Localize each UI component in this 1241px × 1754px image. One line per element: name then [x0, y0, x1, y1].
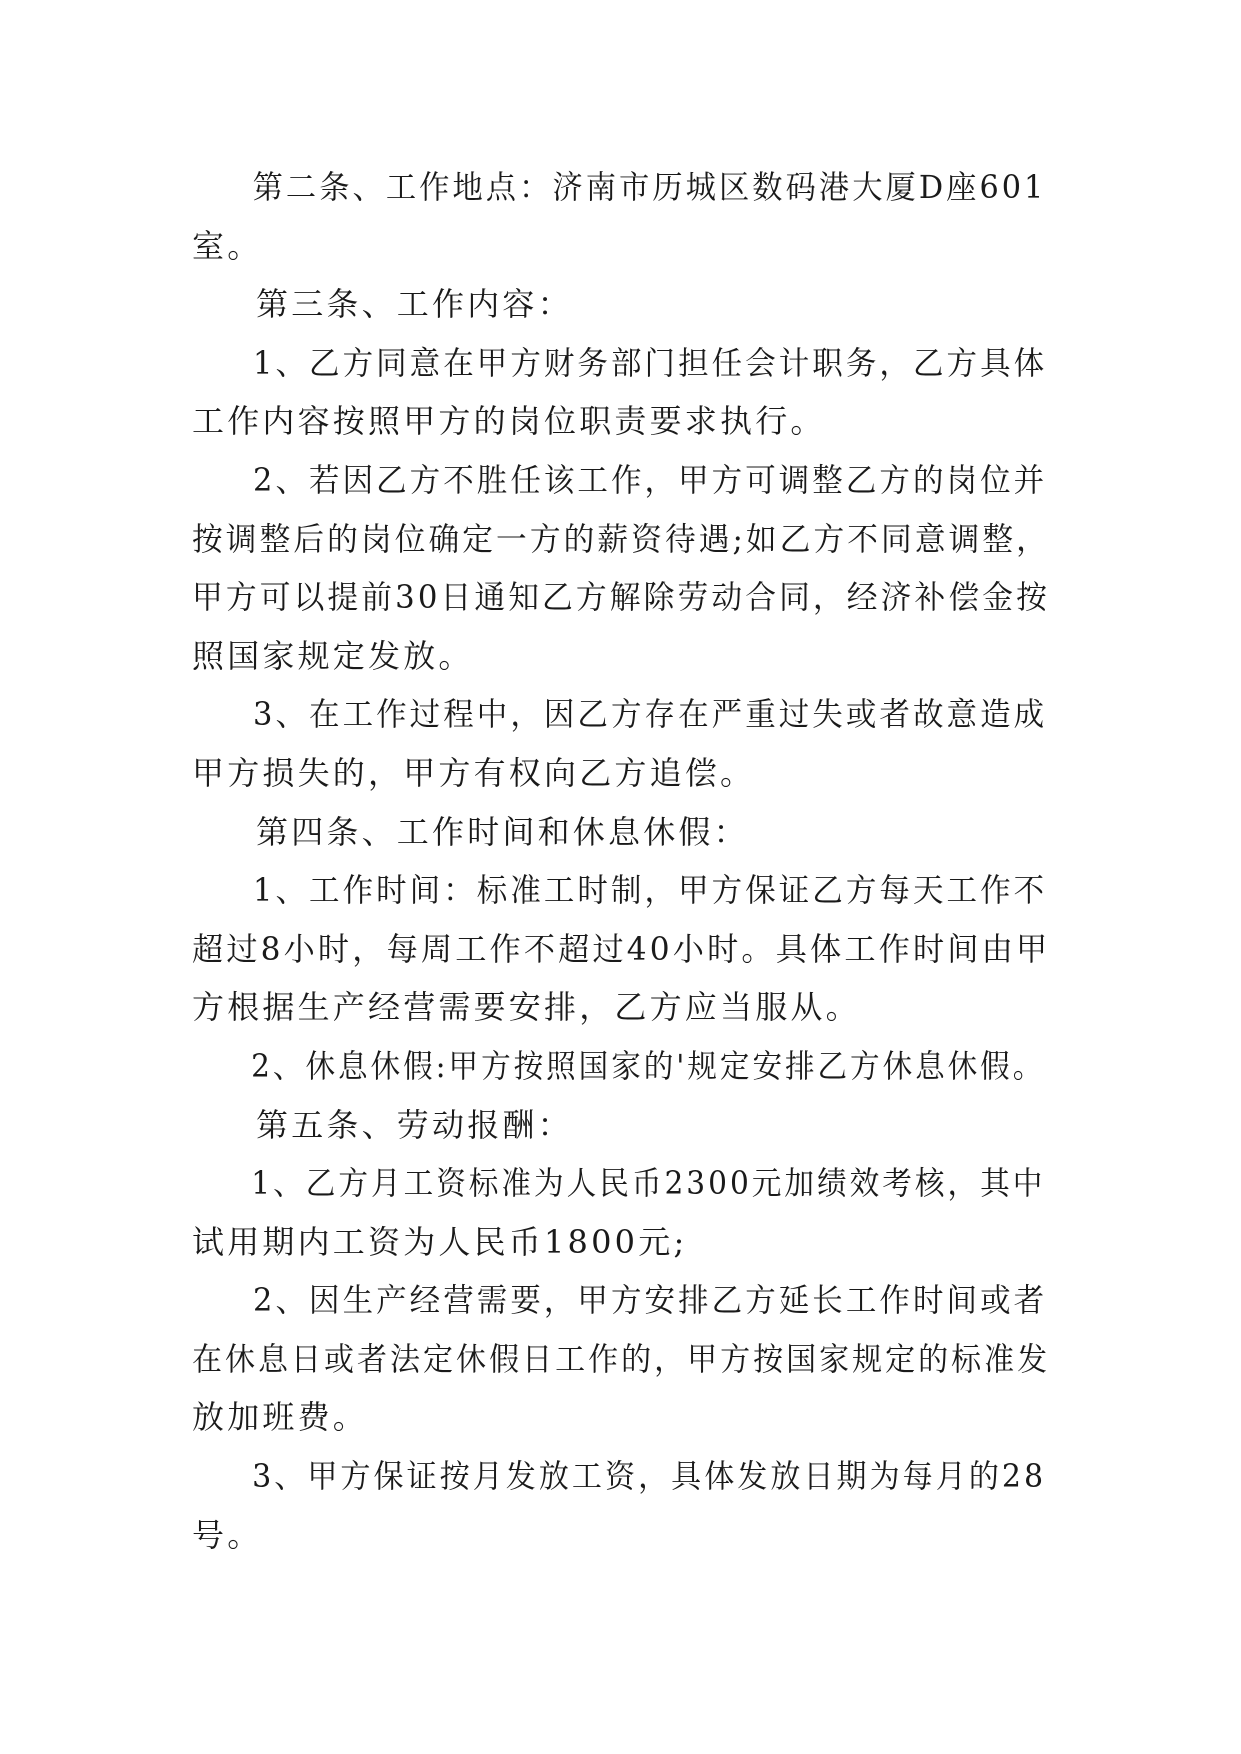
paragraph — [192, 861, 1050, 1037]
text-line: 方根据生产经营需要安排，乙方应当服从。 — [192, 988, 861, 1027]
text-line: 甲方可以提前30日通知乙方解除劳动合同，经济补偿金按 — [192, 578, 1050, 617]
text-line: 照国家规定发放。 — [192, 636, 474, 675]
text-line: 2、因生产经营需要，甲方安排乙方延长工作时间或者 — [253, 1281, 1048, 1320]
text-line: 2、若因乙方不胜任该工作，甲方可调整乙方的岗位并 — [253, 460, 1048, 499]
paragraph — [192, 451, 1050, 685]
text-line: 在休息日或者法定休假日工作的，甲方按国家规定的标准发 — [192, 1339, 1051, 1378]
text-line: 第四条、工作时间和休息休假： — [256, 812, 749, 851]
text-line: 按调整后的岗位确定一方的薪资待遇;如乙方不同意调整， — [192, 519, 1050, 558]
text-line: 号。 — [192, 1515, 263, 1554]
text-line: 2、休息休假:甲方按照国家的'规定安排乙方休息休假。 — [251, 1046, 1046, 1085]
text-line: 第五条、劳动报酬： — [256, 1105, 573, 1144]
paragraph — [192, 803, 1050, 862]
text-line: 3、甲方保证按月发放工资，具体发放日期为每月的28 — [252, 1457, 1047, 1496]
text-line: 1、乙方同意在甲方财务部门担任会计职务，乙方具体 — [253, 343, 1048, 382]
document-body — [192, 158, 1050, 1564]
paragraph — [192, 158, 1050, 275]
paragraph — [192, 1096, 1050, 1155]
paragraph — [192, 1037, 1050, 1096]
paragraph — [192, 1447, 1050, 1564]
paragraph — [192, 275, 1050, 334]
text-line: 3、在工作过程中，因乙方存在严重过失或者故意造成 — [253, 695, 1048, 734]
paragraph — [192, 685, 1050, 802]
paragraph — [192, 1154, 1050, 1271]
paragraph — [192, 1271, 1050, 1447]
text-line: 甲方损失的，甲方有权向乙方追偿。 — [192, 753, 756, 792]
text-line: 第三条、工作内容： — [256, 285, 573, 324]
text-line: 室。 — [192, 226, 263, 265]
text-line: 试用期内工资为人民币1800元; — [192, 1222, 688, 1261]
text-line: 1、工作时间：标准工时制，甲方保证乙方每天工作不 — [253, 871, 1048, 910]
text-line: 放加班费。 — [192, 1398, 369, 1437]
text-line: 超过8小时，每周工作不超过40小时。具体工作时间由甲 — [192, 929, 1051, 968]
text-line: 1、乙方月工资标准为人民币2300元加绩效考核，其中 — [251, 1164, 1046, 1203]
text-line: 第二条、工作地点：济南市历城区数码港大厦D座601 — [252, 168, 1047, 206]
text-line: 工作内容按照甲方的岗位职责要求执行。 — [192, 402, 826, 441]
paragraph — [192, 334, 1050, 451]
